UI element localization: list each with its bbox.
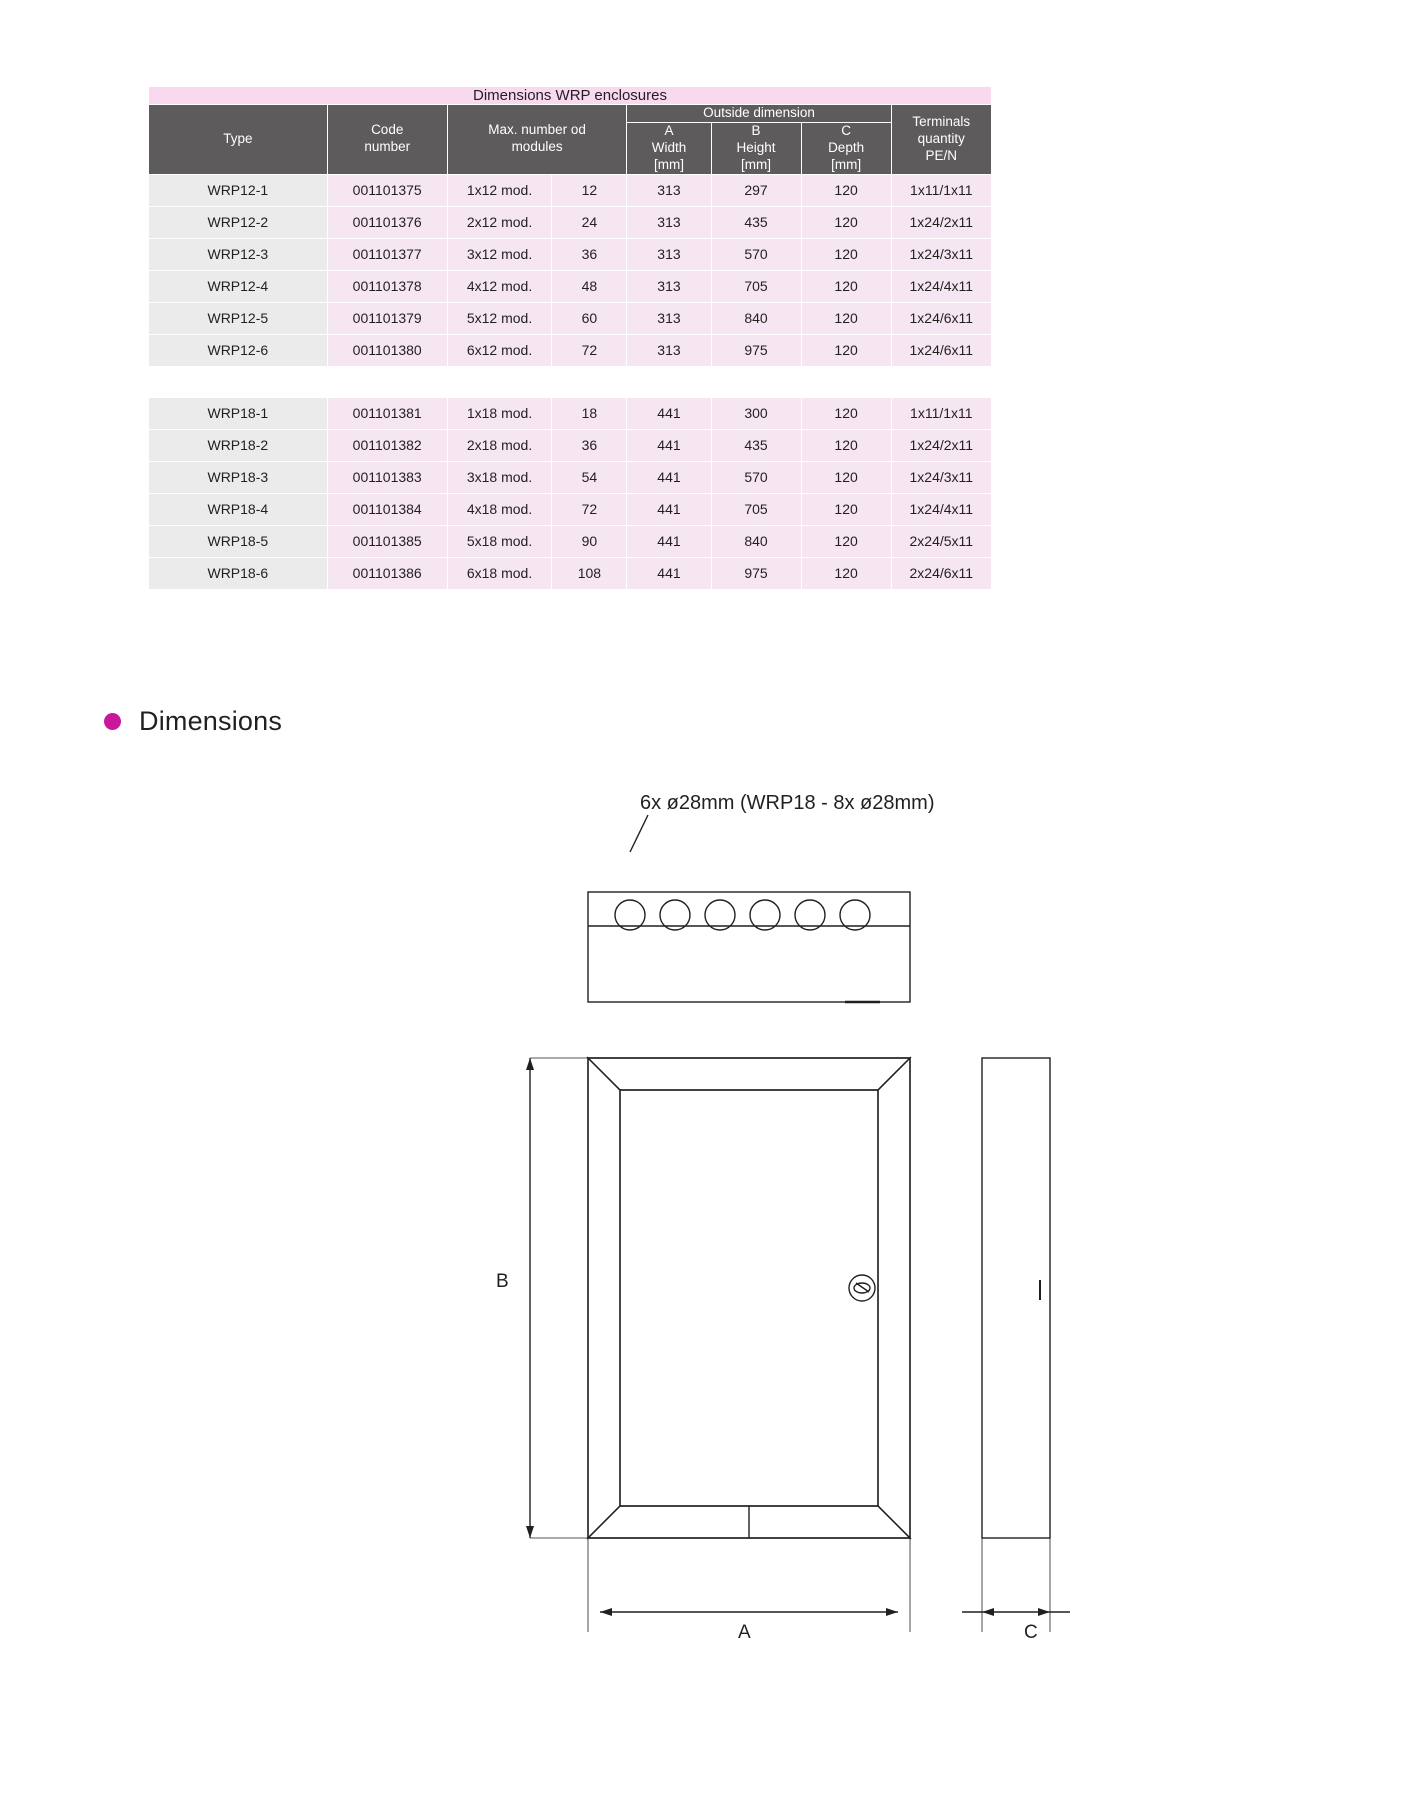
header-a-line1: A (664, 122, 674, 138)
cell-width: 441 (627, 429, 711, 461)
cell-terminals: 1x24/4x11 (891, 270, 991, 302)
table-caption: Dimensions WRP enclosures (149, 87, 992, 105)
cell-type: WRP12-6 (149, 334, 328, 366)
header-depth (801, 122, 891, 174)
cell-terminals: 1x24/4x11 (891, 493, 991, 525)
table-row (149, 429, 992, 461)
cell-width: 441 (627, 493, 711, 525)
cell-depth: 120 (801, 302, 891, 334)
table-row (149, 493, 992, 525)
cell-depth: 120 (801, 493, 891, 525)
cell-width: 313 (627, 238, 711, 270)
header-terminals (891, 105, 991, 175)
cell-width: 441 (627, 397, 711, 429)
side-view (982, 1058, 1050, 1538)
cell-height: 435 (711, 429, 801, 461)
section-title: Dimensions (139, 706, 283, 736)
cell-code: 001101378 (327, 270, 447, 302)
cell-modules: 4x12 mod. (447, 270, 552, 302)
cell-modules: 2x18 mod. (447, 429, 552, 461)
cell-height: 570 (711, 238, 801, 270)
dimensions-table-container (148, 86, 992, 590)
cell-modules: 4x18 mod. (447, 493, 552, 525)
technical-drawing (0, 760, 1416, 1700)
cell-terminals: 1x11/1x11 (891, 174, 991, 206)
dimension-line-a (588, 1538, 910, 1632)
cell-width: 441 (627, 557, 711, 589)
cell-height: 705 (711, 270, 801, 302)
table-row (149, 461, 992, 493)
dimension-line-b (526, 1058, 592, 1538)
table-row (149, 270, 992, 302)
cell-width: 441 (627, 461, 711, 493)
cell-depth: 120 (801, 461, 891, 493)
cell-modules: 5x18 mod. (447, 525, 552, 557)
cell-terminals: 1x24/6x11 (891, 302, 991, 334)
cell-type: WRP12-2 (149, 206, 328, 238)
cell-code: 001101382 (327, 429, 447, 461)
cell-module-count: 24 (552, 206, 627, 238)
cell-type: WRP18-1 (149, 397, 328, 429)
cell-depth: 120 (801, 270, 891, 302)
header-c-line1: C (841, 122, 851, 138)
cell-height: 975 (711, 557, 801, 589)
cell-depth: 120 (801, 429, 891, 461)
cell-type: WRP18-4 (149, 493, 328, 525)
table-caption-row (149, 87, 992, 105)
cell-code: 001101385 (327, 525, 447, 557)
cell-modules: 5x12 mod. (447, 302, 552, 334)
cell-width: 441 (627, 525, 711, 557)
cell-module-count: 108 (552, 557, 627, 589)
cell-depth: 120 (801, 238, 891, 270)
header-height (711, 122, 801, 174)
header-b-line3: [mm] (741, 156, 772, 172)
cell-width: 313 (627, 174, 711, 206)
header-c-line3: [mm] (831, 156, 862, 172)
cell-terminals: 1x24/2x11 (891, 429, 991, 461)
dimension-label-b: B (496, 1271, 509, 1292)
dimension-line-c (962, 1538, 1070, 1632)
spacer-cell (149, 366, 992, 397)
cell-height: 705 (711, 493, 801, 525)
cell-module-count: 60 (552, 302, 627, 334)
cell-height: 840 (711, 525, 801, 557)
cell-terminals: 1x24/3x11 (891, 461, 991, 493)
header-b-line2: Height (736, 139, 776, 155)
cell-module-count: 54 (552, 461, 627, 493)
cell-height: 840 (711, 302, 801, 334)
cell-width: 313 (627, 270, 711, 302)
cell-type: WRP12-1 (149, 174, 328, 206)
cell-height: 435 (711, 206, 801, 238)
cell-module-count: 72 (552, 334, 627, 366)
header-a-line2: Width (651, 139, 687, 155)
table-row (149, 206, 992, 238)
cell-modules: 2x12 mod. (447, 206, 552, 238)
cell-depth: 120 (801, 397, 891, 429)
header-c-line2: Depth (828, 139, 865, 155)
cell-type: WRP18-6 (149, 557, 328, 589)
cell-module-count: 12 (552, 174, 627, 206)
header-terminals-line3: PE/N (925, 147, 958, 163)
header-width (627, 122, 711, 174)
cell-height: 300 (711, 397, 801, 429)
cell-code: 001101381 (327, 397, 447, 429)
cell-type: WRP18-2 (149, 429, 328, 461)
cell-width: 313 (627, 334, 711, 366)
cell-depth: 120 (801, 334, 891, 366)
cell-code: 001101376 (327, 206, 447, 238)
dimension-label-c: C (1024, 1622, 1038, 1643)
cell-code: 001101377 (327, 238, 447, 270)
cell-modules: 6x12 mod. (447, 334, 552, 366)
cell-terminals: 2x24/5x11 (891, 525, 991, 557)
cell-type: WRP18-5 (149, 525, 328, 557)
cell-depth: 120 (801, 525, 891, 557)
cell-type: WRP12-4 (149, 270, 328, 302)
cell-depth: 120 (801, 206, 891, 238)
table-row (149, 238, 992, 270)
table-header-row-1 (149, 105, 992, 123)
enclosure-drawing-svg (0, 760, 1416, 1700)
cell-module-count: 48 (552, 270, 627, 302)
table-row (149, 302, 992, 334)
hole-callout-label: 6x ø28mm (WRP18 - 8x ø28mm) (640, 792, 935, 814)
header-code-line1: Code (371, 122, 404, 138)
cell-terminals: 1x24/2x11 (891, 206, 991, 238)
cell-terminals: 1x11/1x11 (891, 397, 991, 429)
table-group-spacer (149, 366, 992, 397)
header-modules-line2: modules (511, 139, 563, 155)
cell-modules: 3x18 mod. (447, 461, 552, 493)
cell-height: 570 (711, 461, 801, 493)
cell-type: WRP18-3 (149, 461, 328, 493)
cell-module-count: 36 (552, 238, 627, 270)
cell-module-count: 72 (552, 493, 627, 525)
cell-code: 001101380 (327, 334, 447, 366)
cell-width: 313 (627, 302, 711, 334)
table-row (149, 334, 992, 366)
cell-modules: 6x18 mod. (447, 557, 552, 589)
bullet-dot-icon (104, 713, 121, 730)
dimensions-section-heading (104, 706, 282, 737)
cell-depth: 120 (801, 557, 891, 589)
header-type: Type (149, 105, 328, 175)
header-code-number (327, 105, 447, 175)
cell-module-count: 18 (552, 397, 627, 429)
cell-code: 001101383 (327, 461, 447, 493)
table-row (149, 525, 992, 557)
cell-module-count: 90 (552, 525, 627, 557)
table-row (149, 557, 992, 589)
header-terminals-line1: Terminals (912, 113, 971, 129)
cell-height: 297 (711, 174, 801, 206)
cell-width: 313 (627, 206, 711, 238)
cell-module-count: 36 (552, 429, 627, 461)
cell-modules: 1x12 mod. (447, 174, 552, 206)
cell-code: 001101384 (327, 493, 447, 525)
cell-type: WRP12-3 (149, 238, 328, 270)
cell-terminals: 2x24/6x11 (891, 557, 991, 589)
cell-terminals: 1x24/3x11 (891, 238, 991, 270)
cell-code: 001101379 (327, 302, 447, 334)
header-max-modules (447, 105, 627, 175)
cell-depth: 120 (801, 174, 891, 206)
header-a-line3: [mm] (653, 156, 684, 172)
dimensions-table (148, 86, 992, 590)
cell-height: 975 (711, 334, 801, 366)
dimension-label-a: A (738, 1622, 751, 1643)
cell-modules: 1x18 mod. (447, 397, 552, 429)
header-modules-line1: Max. number od (488, 122, 586, 138)
header-terminals-line2: quantity (917, 130, 965, 146)
front-view (588, 1058, 910, 1538)
cell-code: 001101386 (327, 557, 447, 589)
table-row (149, 397, 992, 429)
top-view (588, 892, 910, 1002)
table-row (149, 174, 992, 206)
callout-leader-line (630, 815, 648, 852)
cell-type: WRP12-5 (149, 302, 328, 334)
cell-terminals: 1x24/6x11 (891, 334, 991, 366)
header-code-line2: number (364, 139, 411, 155)
header-b-line1: B (751, 122, 761, 138)
cell-code: 001101375 (327, 174, 447, 206)
header-outside-dimension: Outside dimension (627, 105, 891, 123)
cell-modules: 3x12 mod. (447, 238, 552, 270)
